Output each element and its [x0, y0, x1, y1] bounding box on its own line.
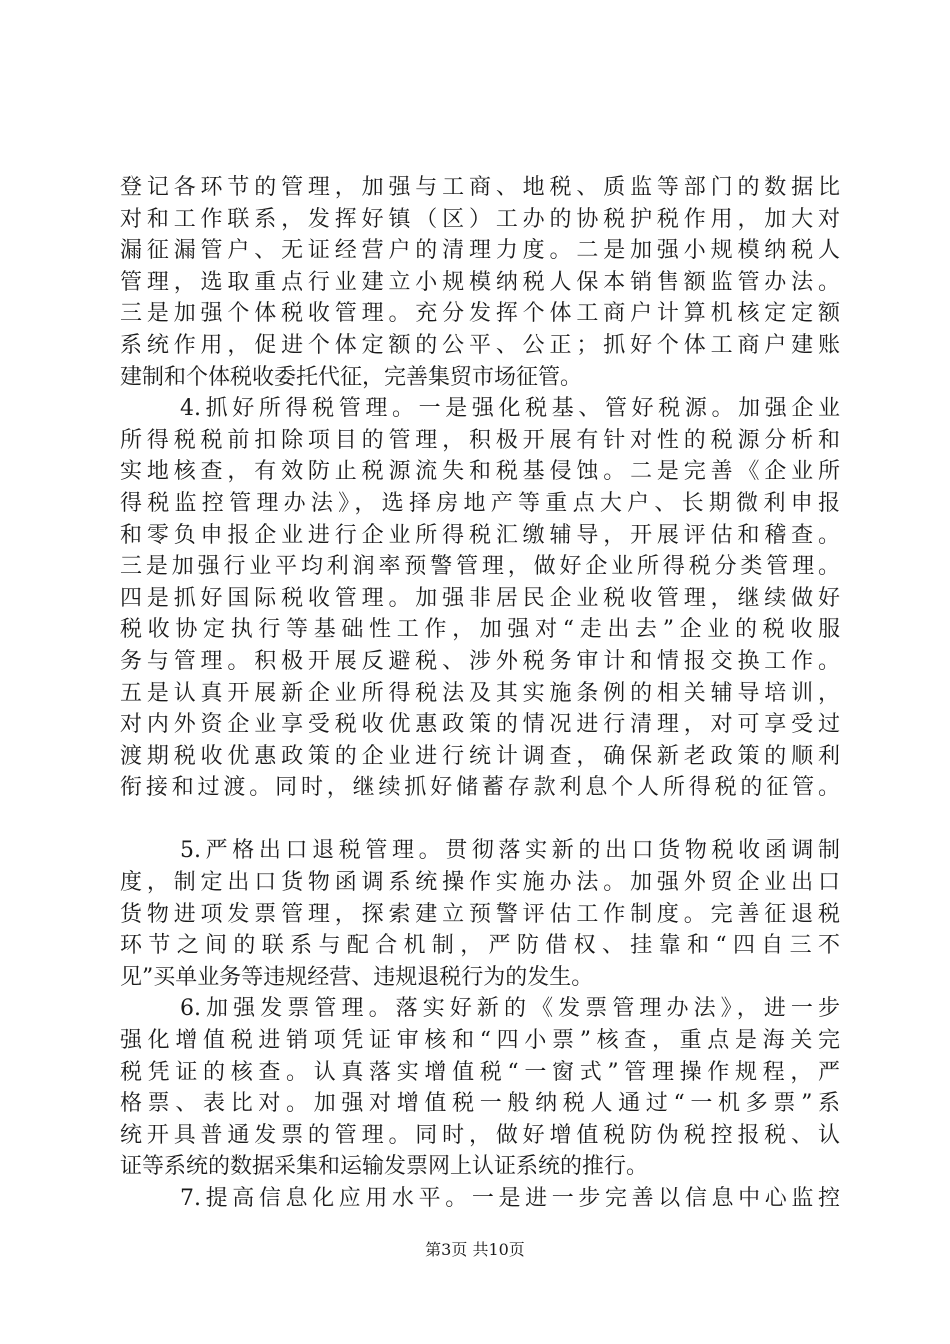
text-line: 管理，选取重点行业建立小规模纳税人保本销售额监管办法。 — [120, 269, 840, 295]
text-line: 实地核查，有效防止税源流失和税基侵蚀。二是完善《企业所 — [120, 459, 840, 485]
text-line: 五是认真开展新企业所得税法及其实施条例的相关辅导培训， — [120, 680, 840, 706]
text-line: 税收协定执行等基础性工作，加强对“走出去”企业的税收服 — [120, 617, 840, 643]
text-line: 统开具普通发票的管理。同时，做好增值税防伪税控报税、认 — [120, 1122, 840, 1148]
text-line: 务与管理。积极开展反避税、涉外税务审计和情报交换工作。 — [120, 648, 840, 674]
paragraph-start-line: 7.提高信息化应用水平。一是进一步完善以信息中心监控 — [180, 1186, 840, 1211]
text-line: 格票、表比对。加强对增值税一般纳税人通过“一机多票”系 — [120, 1091, 840, 1117]
text-line: 系统作用，促进个体定额的公平、公正；抓好个体工商户建账 — [120, 332, 840, 358]
text-line: 所得税税前扣除项目的管理，积极开展有针对性的税源分析和 — [120, 427, 840, 453]
text-line: 三是加强个体税收管理。充分发挥个体工商户计算机核定定额 — [120, 301, 840, 327]
document-body — [120, 172, 840, 1215]
text-line: 衔接和过渡。同时，继续抓好储蓄存款利息个人所得税的征管。 — [120, 775, 840, 801]
text-line: 对内外资企业享受税收优惠政策的情况进行清理，对可享受过 — [120, 712, 840, 738]
text-line: 建制和个体税收委托代征，完善集贸市场征管。 — [120, 364, 583, 390]
text-line: 强化增值税进销项凭证审核和“四小票”核查，重点是海关完 — [120, 1028, 840, 1054]
text-line: 环节之间的联系与配合机制，严防借权、挂靠和“四自三不 — [120, 933, 840, 959]
paragraph-start-line: 4.抓好所得税管理。一是强化税基、管好税源。加强企业 — [180, 396, 840, 422]
text-line: 度，制定出口货物函调系统操作实施办法。加强外贸企业出口 — [120, 870, 840, 896]
paragraph-gap — [120, 804, 840, 836]
text-line: 四是抓好国际税收管理。加强非居民企业税收管理，继续做好 — [120, 585, 840, 611]
text-line: 和零负申报企业进行企业所得税汇缴辅导，开展评估和稽查。 — [120, 522, 840, 548]
paragraph-start-line: 6.加强发票管理。落实好新的《发票管理办法》，进一步 — [180, 996, 840, 1022]
text-line: 货物进项发票管理，探索建立预警评估工作制度。完善征退税 — [120, 901, 840, 927]
text-line: 登记各环节的管理，加强与工商、地税、质监等部门的数据比 — [120, 175, 840, 200]
text-line: 证等系统的数据采集和运输发票网上认证系统的推行。 — [120, 1154, 649, 1180]
text-line: 对和工作联系，发挥好镇（区）工办的协税护税作用，加大对 — [120, 206, 840, 232]
text-line: 得税监控管理办法》，选择房地产等重点大户、长期微利申报 — [120, 490, 840, 516]
text-line: 三是加强行业平均利润率预警管理，做好企业所得税分类管理。 — [120, 554, 840, 580]
text-line: 税凭证的核查。认真落实增值税“一窗式”管理操作规程，严 — [120, 1059, 840, 1085]
text-line: 渡期税收优惠政策的企业进行统计调查，确保新老政策的顺利 — [120, 743, 840, 769]
page-footer: 第3页 共10页 — [425, 1240, 525, 1259]
text-line: 见”买单业务等违规经营、违规退税行为的发生。 — [120, 964, 594, 990]
text-line: 漏征漏管户、无证经营户的清理力度。二是加强小规模纳税人 — [120, 238, 840, 264]
paragraph-start-line: 5.严格出口退税管理。贯彻落实新的出口货物税收函调制 — [180, 838, 840, 864]
